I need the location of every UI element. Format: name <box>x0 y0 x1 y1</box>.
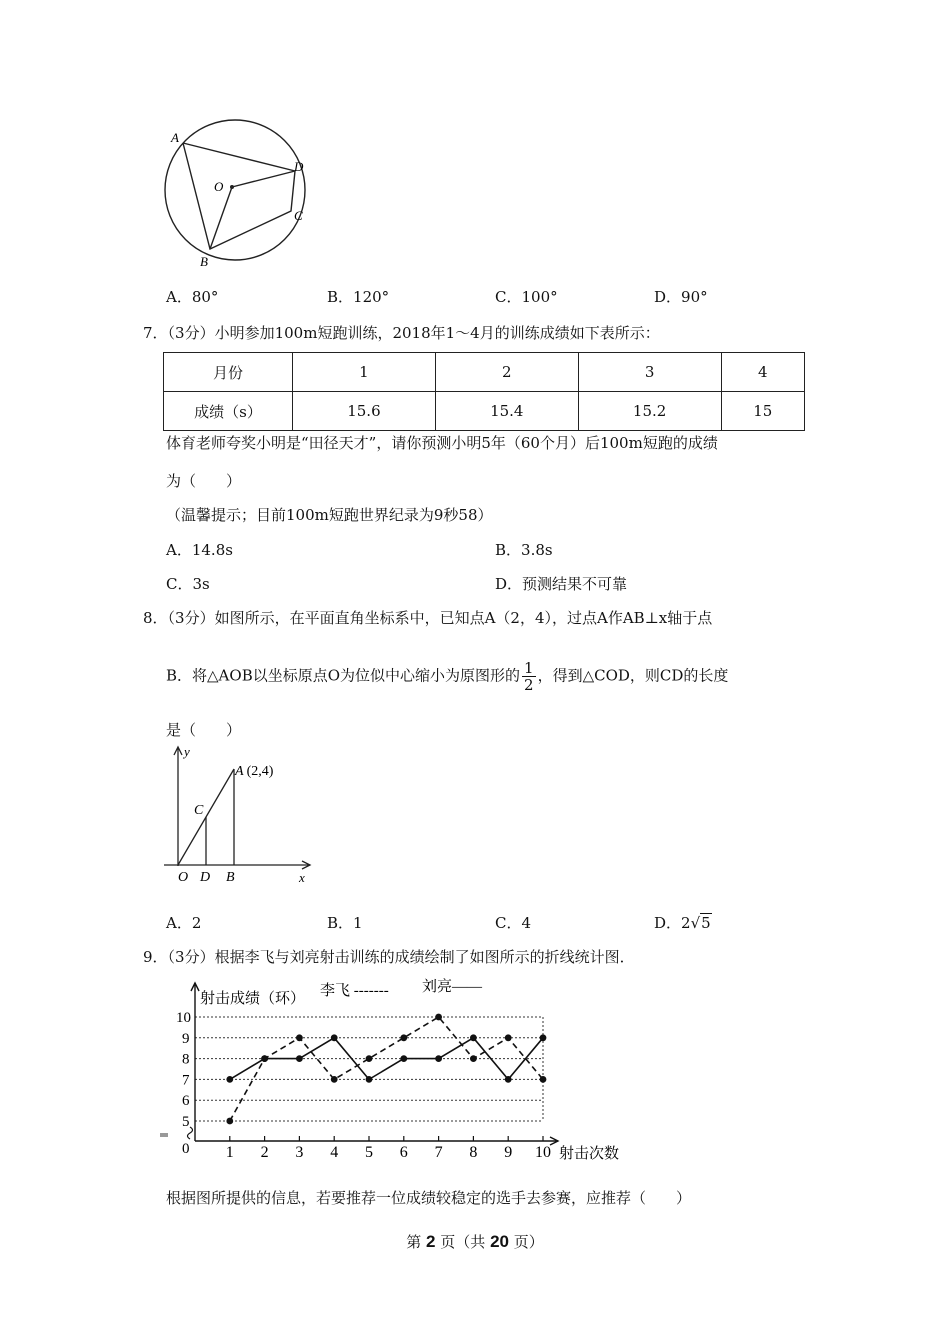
q8-fraction-den: 2 <box>524 676 534 694</box>
q7-option-a[interactable]: A．14.8s <box>166 541 233 559</box>
data-point <box>226 1118 233 1125</box>
q6-label-c: C <box>294 208 303 223</box>
q8-label-d: D <box>200 870 211 885</box>
legend-liuliang: 刘亮—— <box>422 979 483 995</box>
x-axis-label: 射击次数 <box>559 1146 620 1162</box>
q6-option-a[interactable]: A．80° <box>166 288 219 306</box>
data-point <box>400 1055 407 1062</box>
x-tick-label: 6 <box>399 1144 408 1161</box>
data-point <box>540 1076 547 1083</box>
data-point <box>505 1076 512 1083</box>
data-point <box>331 1034 338 1041</box>
table-cell: 成绩（s） <box>164 392 293 431</box>
table-cell: 1 <box>293 353 436 392</box>
y-tick-label: 6 <box>182 1093 190 1110</box>
footer-page: 2 <box>426 1232 436 1251</box>
footer-post: 页） <box>513 1233 544 1251</box>
q7-option-c[interactable]: C．3s <box>166 575 210 593</box>
table-cell: 2 <box>435 353 578 392</box>
table-row <box>164 392 805 431</box>
x-tick-label: 10 <box>535 1144 551 1161</box>
footer-total: 20 <box>490 1232 509 1251</box>
q6-option-b[interactable]: B．120° <box>327 288 390 306</box>
q6-option-d[interactable]: D．90° <box>654 288 708 306</box>
q8-label-y: y <box>184 744 190 759</box>
y-tick-label: 8 <box>182 1051 190 1068</box>
x-tick-label: 5 <box>365 1144 373 1161</box>
q8-option-d-text: D．2 <box>654 914 691 932</box>
table-cell: 3 <box>578 353 721 392</box>
data-point <box>435 1014 442 1021</box>
data-point <box>470 1055 477 1062</box>
q6-label-o: O <box>214 179 224 194</box>
q9-line-chart <box>160 975 640 1165</box>
data-point <box>366 1076 373 1083</box>
data-point <box>435 1055 442 1062</box>
q8-label-a-letter: A <box>235 764 244 779</box>
table-cell: 15.4 <box>435 392 578 431</box>
chart-labels <box>176 978 619 1162</box>
q8-line3: 是（ ） <box>166 721 242 739</box>
chart-series <box>226 1014 546 1125</box>
y-tick-label: 5 <box>182 1114 190 1130</box>
q6-segment-od <box>232 171 295 187</box>
q8-option-a[interactable]: A．2 <box>166 914 202 932</box>
x-tick-label: 7 <box>434 1144 443 1161</box>
page-footer <box>0 1231 950 1252</box>
q8-line2-before: B．将△AOB以坐标原点O为位似中心缩小为原图形的 <box>166 666 521 685</box>
q6-label-b: B <box>200 254 208 269</box>
q6-label-d: D <box>294 159 304 174</box>
q8-sqrt-value: 5 <box>701 914 711 932</box>
data-point <box>261 1055 268 1062</box>
q7-stem: 7．（3分）小明参加100m短跑训练，2018年1～4月的训练成绩如下表所示： <box>143 324 660 342</box>
q8-option-c[interactable]: C．4 <box>495 914 532 932</box>
q8-line2-after: ，得到△COD，则CD的长度 <box>537 666 729 685</box>
chart-title: 射击成绩（环） <box>200 991 306 1007</box>
q8-label-a <box>234 764 274 779</box>
legend-lifei: 李飞 ------- <box>320 983 389 999</box>
x-tick-label: 4 <box>330 1144 339 1161</box>
y-tick-label: 9 <box>182 1030 190 1047</box>
footer-pre: 第 <box>406 1233 422 1251</box>
y-tick-label: 7 <box>182 1072 190 1089</box>
q7-option-b[interactable]: B．3.8s <box>495 541 553 559</box>
q6-label-a: A <box>171 130 179 145</box>
q6-circle <box>165 120 305 260</box>
q8-label-a-coord: (2,4) <box>246 764 274 779</box>
q7-line2: 为（ ） <box>166 472 242 490</box>
q8-label-x: x <box>299 870 305 885</box>
q8-fraction <box>522 660 536 693</box>
q6-quadrilateral <box>183 143 295 249</box>
table-cell: 月份 <box>164 353 293 392</box>
data-point <box>296 1034 303 1041</box>
y-tick-label: 10 <box>176 1010 191 1026</box>
y-tick-label: 0 <box>182 1141 190 1157</box>
q8-label-o: O <box>178 870 189 885</box>
q8-line2 <box>166 660 728 693</box>
q9-stem: 9．（3分）根据李飞与刘亮射击训练的成绩绘制了如图所示的折线统计图． <box>143 948 635 966</box>
x-tick-label: 2 <box>260 1144 269 1161</box>
data-point <box>331 1076 338 1083</box>
q8-stem: 8．（3分）如图所示，在平面直角坐标系中，已知点A（2，4），过点A作AB⊥x轴于点 <box>143 609 713 627</box>
table-cell: 15 <box>721 392 804 431</box>
q8-label-b: B <box>226 870 235 885</box>
data-point <box>505 1034 512 1041</box>
table-cell: 15.2 <box>578 392 721 431</box>
table-row <box>164 353 805 392</box>
q6-option-c[interactable]: C．100° <box>495 288 558 306</box>
q6-center-dot <box>230 185 234 189</box>
q8-coordinate-figure <box>160 742 320 887</box>
q8-option-b[interactable]: B．1 <box>327 914 363 932</box>
x-tick-label: 3 <box>295 1144 304 1161</box>
x-tick-label: 8 <box>469 1144 478 1161</box>
table-cell: 15.6 <box>293 392 436 431</box>
data-point <box>540 1034 547 1041</box>
q8-sqrt-sign: √ <box>690 914 701 932</box>
q8-option-d[interactable] <box>654 912 712 933</box>
table-cell: 4 <box>721 353 804 392</box>
q8-fraction-num: 1 <box>524 659 534 677</box>
q6-circle-figure <box>155 115 325 275</box>
q8-label-c: C <box>194 803 204 818</box>
q7-line1: 体育老师夸奖小明是“田径天才”，请你预测小明5年（60个月）后100m短跑的成绩 <box>166 434 718 452</box>
q7-hint: （温馨提示；目前100m短跑世界纪录为9秒58） <box>166 506 493 524</box>
data-point <box>470 1034 477 1041</box>
data-point <box>366 1055 373 1062</box>
q7-option-d[interactable]: D．预测结果不可靠 <box>495 575 628 593</box>
data-point <box>400 1034 407 1041</box>
q7-score-table <box>163 352 805 431</box>
footer-mid: 页（共 <box>440 1233 486 1251</box>
q9-after: 根据图所提供的信息，若要推荐一位成绩较稳定的选手去参赛，应推荐（ ） <box>166 1189 692 1207</box>
data-point <box>296 1055 303 1062</box>
x-tick-label: 9 <box>504 1144 513 1161</box>
data-point <box>226 1076 233 1083</box>
x-tick-label: 1 <box>225 1144 234 1161</box>
